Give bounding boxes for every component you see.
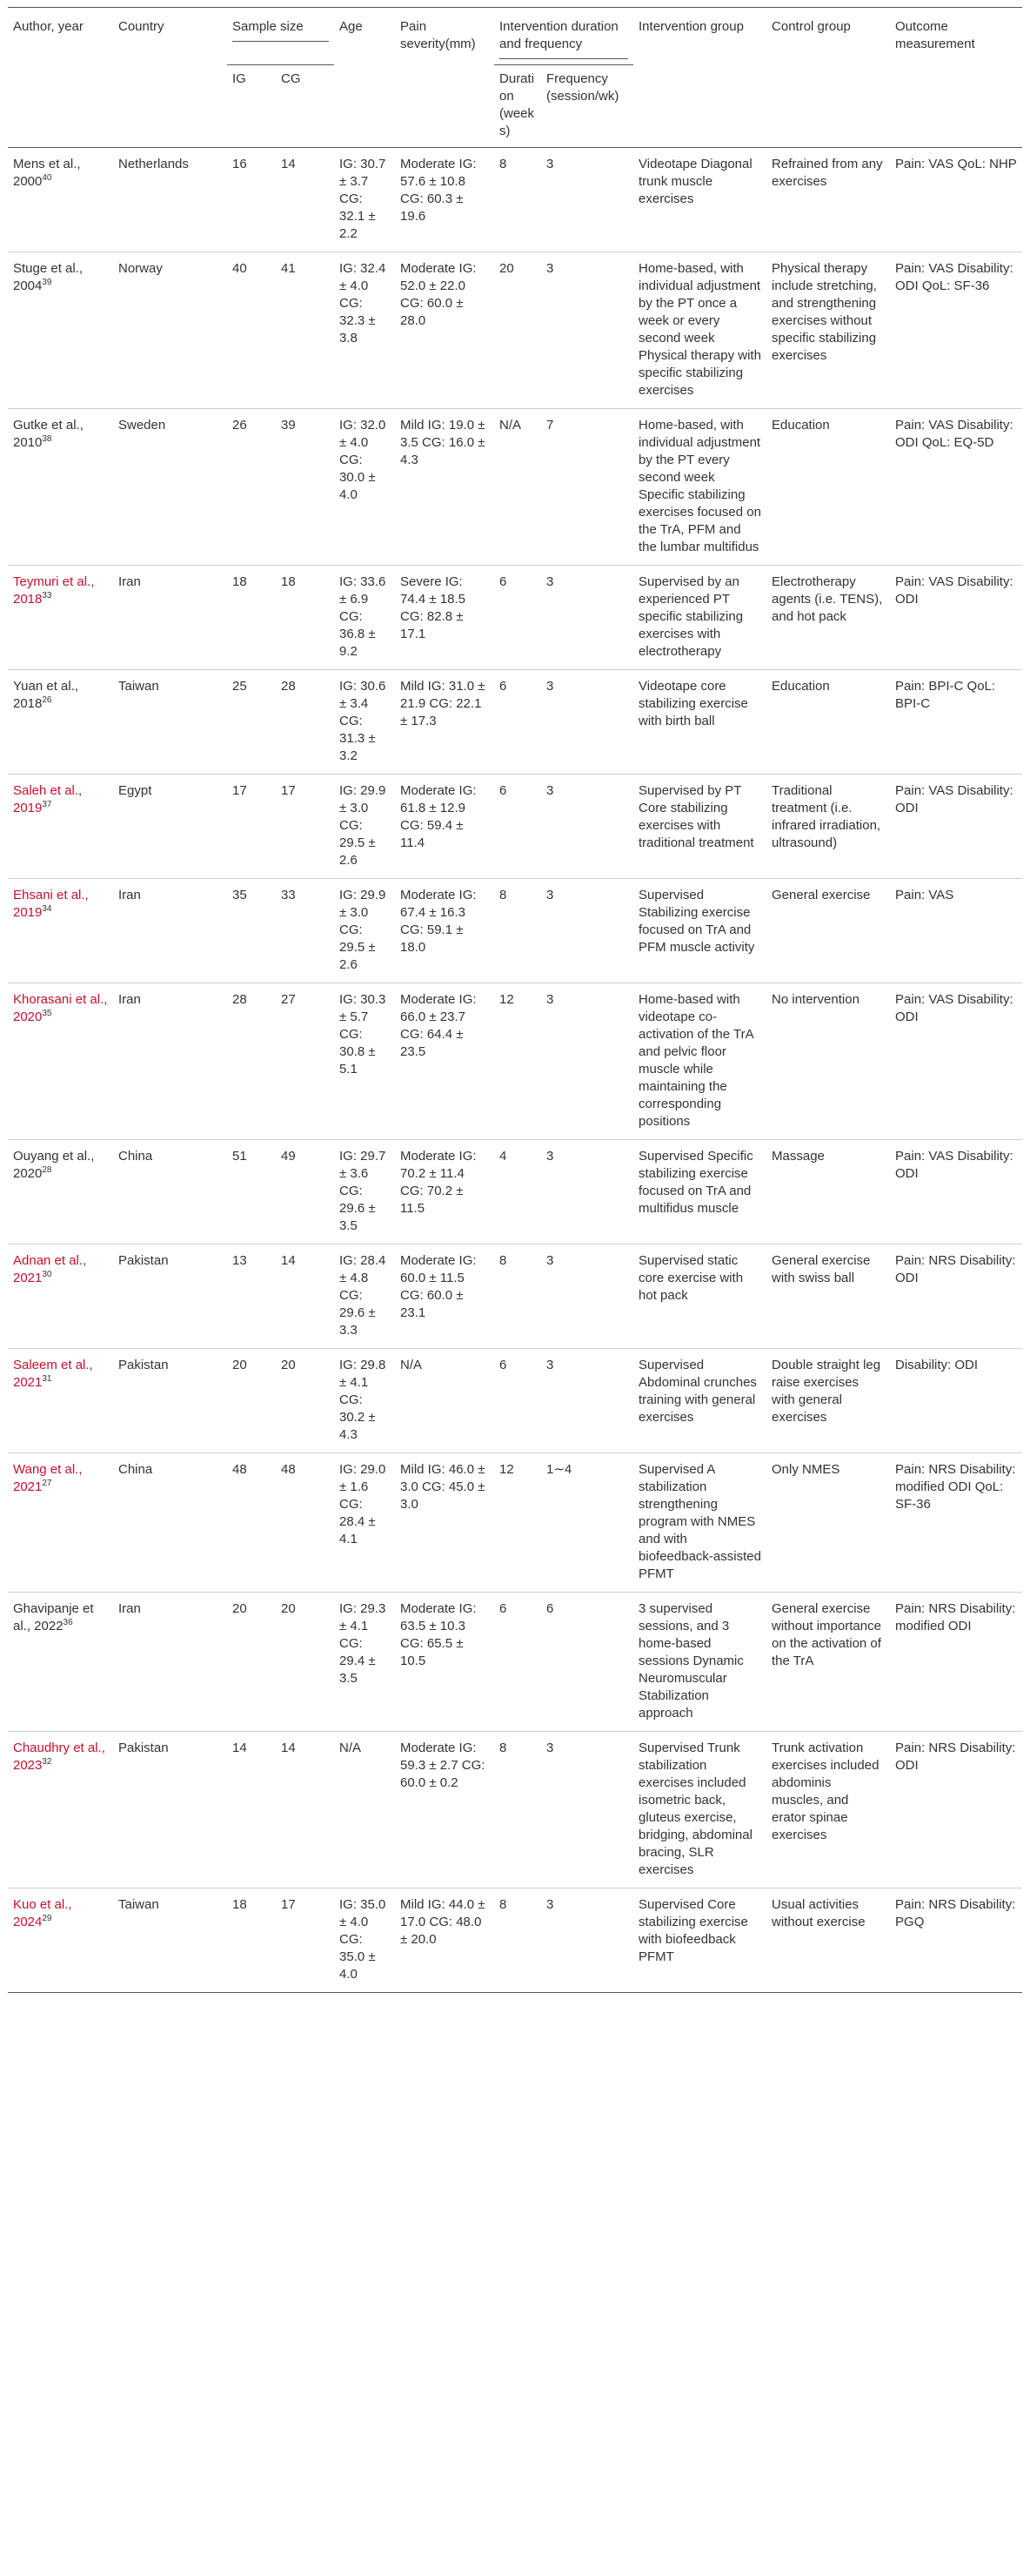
cell-intervention-group: Home-based with videotape co-activation of the TrA and pelvic floor muscle while maintaining the corresponding positions — [633, 983, 766, 1140]
header-pain: Pain severity(mm) — [395, 8, 494, 148]
cell-ig: 17 — [227, 775, 276, 879]
cell-outcome: Pain: NRS Disability: ODI — [890, 1244, 1022, 1349]
cell-frequency: 3 — [541, 775, 633, 879]
cell-author[interactable] — [8, 983, 113, 1140]
cell-intervention-group: Home-based, with individual adjustment by the PT once a week or every second week Physical therapy with specific stabilizing exercises — [633, 252, 766, 409]
table-row — [8, 1453, 1022, 1593]
cell-duration: 8 — [494, 879, 541, 983]
cell-control-group: General exercise with swiss ball — [766, 1244, 890, 1349]
author-link[interactable]: Ehsani et al., 2019 — [13, 888, 89, 920]
cell-duration: N/A — [494, 409, 541, 566]
cell-ig: 20 — [227, 1593, 276, 1732]
cell-cg: 14 — [276, 1244, 334, 1349]
cell-frequency: 3 — [541, 566, 633, 670]
cell-author — [8, 409, 113, 566]
cell-author — [8, 1593, 113, 1732]
cell-age: IG: 35.0 ± 4.0 CG: 35.0 ± 4.0 — [334, 1888, 395, 1993]
cell-country: China — [113, 1453, 227, 1593]
cell-cg: 28 — [276, 670, 334, 775]
cell-age: IG: 30.3 ± 5.7 CG: 30.8 ± 5.1 — [334, 983, 395, 1140]
reference-number: 26 — [42, 695, 52, 705]
cell-ig: 16 — [227, 148, 276, 252]
reference-number: 36 — [63, 1618, 73, 1627]
header-intervention-label: Intervention duration and frequency — [499, 18, 628, 59]
header-sample-size-label: Sample size — [232, 18, 329, 42]
cell-outcome: Pain: VAS Disability: ODI QoL: EQ-5D — [890, 409, 1022, 566]
cell-control-group: Usual activities without exercise — [766, 1888, 890, 1993]
cell-age: IG: 30.7 ± 3.7 CG: 32.1 ± 2.2 — [334, 148, 395, 252]
author-link[interactable]: Saleem et al., 2021 — [13, 1358, 93, 1390]
cell-outcome: Pain: VAS Disability: ODI — [890, 1140, 1022, 1244]
cell-country: Pakistan — [113, 1349, 227, 1453]
cell-pain: Mild IG: 44.0 ± 17.0 CG: 48.0 ± 20.0 — [395, 1888, 494, 1993]
cell-outcome: Pain: NRS Disability: modified ODI — [890, 1593, 1022, 1732]
author-text: Yuan et al., 2018 — [13, 679, 79, 711]
cell-outcome: Pain: VAS — [890, 879, 1022, 983]
cell-cg: 20 — [276, 1349, 334, 1453]
author-text: Stuge et al., 2004 — [13, 261, 84, 293]
cell-ig: 25 — [227, 670, 276, 775]
table-row — [8, 148, 1022, 252]
cell-outcome: Pain: VAS Disability: ODI — [890, 775, 1022, 879]
cell-duration: 6 — [494, 775, 541, 879]
cell-intervention-group: Supervised Core stabilizing exercise with biofeedback PFMT — [633, 1888, 766, 1993]
header-cg: CG — [276, 65, 334, 148]
reference-number: 32 — [42, 1757, 52, 1767]
cell-frequency: 6 — [541, 1593, 633, 1732]
cell-pain: Moderate IG: 63.5 ± 10.3 CG: 65.5 ± 10.5 — [395, 1593, 494, 1732]
table-row — [8, 775, 1022, 879]
cell-author — [8, 670, 113, 775]
cell-ig: 51 — [227, 1140, 276, 1244]
author-link[interactable]: Saleh et al., 2019 — [13, 783, 83, 815]
cell-ig: 48 — [227, 1453, 276, 1593]
cell-author[interactable] — [8, 566, 113, 670]
cell-ig: 18 — [227, 566, 276, 670]
cell-ig: 13 — [227, 1244, 276, 1349]
cell-outcome: Pain: BPI-C QoL: BPI-C — [890, 670, 1022, 775]
cell-country: Netherlands — [113, 148, 227, 252]
cell-pain: Mild IG: 19.0 ± 3.5 CG: 16.0 ± 4.3 — [395, 409, 494, 566]
cell-outcome: Pain: NRS Disability: ODI — [890, 1732, 1022, 1888]
table-row — [8, 879, 1022, 983]
table-row — [8, 252, 1022, 409]
cell-cg: 14 — [276, 148, 334, 252]
cell-duration: 12 — [494, 983, 541, 1140]
cell-age: IG: 29.8 ± 4.1 CG: 30.2 ± 4.3 — [334, 1349, 395, 1453]
cell-frequency: 1∼4 — [541, 1453, 633, 1593]
cell-control-group: Double straight leg raise exercises with general exercises — [766, 1349, 890, 1453]
header-author: Author, year — [8, 8, 113, 148]
cell-pain: Moderate IG: 66.0 ± 23.7 CG: 64.4 ± 23.5 — [395, 983, 494, 1140]
table-row — [8, 1140, 1022, 1244]
cell-duration: 8 — [494, 148, 541, 252]
cell-ig: 40 — [227, 252, 276, 409]
cell-cg: 27 — [276, 983, 334, 1140]
cell-country: Taiwan — [113, 670, 227, 775]
cell-intervention-group: Supervised static core exercise with hot pack — [633, 1244, 766, 1349]
author-text: Ghavipanje et al., 2022 — [13, 1601, 94, 1633]
cell-control-group: No intervention — [766, 983, 890, 1140]
cell-frequency: 3 — [541, 148, 633, 252]
reference-number: 31 — [42, 1374, 52, 1384]
author-link[interactable]: Chaudhry et al., 2023 — [13, 1741, 105, 1773]
reference-number: 38 — [42, 434, 52, 444]
cell-duration: 6 — [494, 566, 541, 670]
cell-duration: 4 — [494, 1140, 541, 1244]
cell-pain: Moderate IG: 67.4 ± 16.3 CG: 59.1 ± 18.0 — [395, 879, 494, 983]
cell-control-group: Traditional treatment (i.e. infrared irradiation, ultrasound) — [766, 775, 890, 879]
study-characteristics-table — [8, 7, 1022, 1993]
table-body — [8, 148, 1022, 1993]
cell-cg: 14 — [276, 1732, 334, 1888]
cell-intervention-group: Videotape core stabilizing exercise with birth ball — [633, 670, 766, 775]
cell-control-group: Education — [766, 409, 890, 566]
cell-cg: 48 — [276, 1453, 334, 1593]
cell-cg: 41 — [276, 252, 334, 409]
cell-cg: 20 — [276, 1593, 334, 1732]
cell-duration: 12 — [494, 1453, 541, 1593]
cell-country: Iran — [113, 1593, 227, 1732]
cell-frequency: 3 — [541, 1140, 633, 1244]
cell-country: Norway — [113, 252, 227, 409]
header-frequency: Frequency (session/wk) — [541, 65, 633, 148]
header-duration: Duration (weeks) — [494, 65, 541, 148]
reference-number: 33 — [42, 591, 52, 600]
cell-frequency: 3 — [541, 1732, 633, 1888]
cell-pain: Mild IG: 46.0 ± 3.0 CG: 45.0 ± 3.0 — [395, 1453, 494, 1593]
cell-duration: 6 — [494, 1349, 541, 1453]
cell-outcome: Pain: NRS Disability: modified ODI QoL: SF-36 — [890, 1453, 1022, 1593]
cell-duration: 8 — [494, 1244, 541, 1349]
cell-author[interactable] — [8, 1453, 113, 1593]
cell-frequency: 3 — [541, 983, 633, 1140]
table-row — [8, 670, 1022, 775]
cell-country: Pakistan — [113, 1244, 227, 1349]
reference-number: 34 — [42, 904, 52, 914]
cell-country: Taiwan — [113, 1888, 227, 1993]
table-row — [8, 566, 1022, 670]
cell-author — [8, 1140, 113, 1244]
cell-outcome: Pain: VAS Disability: ODI — [890, 566, 1022, 670]
cell-pain: Moderate IG: 59.3 ± 2.7 CG: 60.0 ± 0.2 — [395, 1732, 494, 1888]
cell-pain: Moderate IG: 61.8 ± 12.9 CG: 59.4 ± 11.4 — [395, 775, 494, 879]
cell-frequency: 3 — [541, 1244, 633, 1349]
cell-duration: 8 — [494, 1732, 541, 1888]
cell-frequency: 3 — [541, 670, 633, 775]
cell-duration: 20 — [494, 252, 541, 409]
header-intervention-group: Intervention group — [633, 8, 766, 148]
cell-cg: 49 — [276, 1140, 334, 1244]
cell-outcome: Pain: NRS Disability: PGQ — [890, 1888, 1022, 1993]
cell-age: IG: 33.6 ± 6.9 CG: 36.8 ± 9.2 — [334, 566, 395, 670]
cell-country: Iran — [113, 879, 227, 983]
cell-age: IG: 29.9 ± 3.0 CG: 29.5 ± 2.6 — [334, 879, 395, 983]
cell-control-group: General exercise — [766, 879, 890, 983]
cell-ig: 35 — [227, 879, 276, 983]
author-text: Gutke et al., 2010 — [13, 418, 84, 450]
cell-frequency: 3 — [541, 1888, 633, 1993]
cell-age: IG: 32.0 ± 4.0 CG: 30.0 ± 4.0 — [334, 409, 395, 566]
cell-cg: 17 — [276, 775, 334, 879]
cell-control-group: Refrained from any exercises — [766, 148, 890, 252]
author-text: Ouyang et al., 2020 — [13, 1149, 95, 1181]
cell-intervention-group: 3 supervised sessions, and 3 home-based sessions Dynamic Neuromuscular Stabilization approach — [633, 1593, 766, 1732]
table-row — [8, 983, 1022, 1140]
cell-control-group: Trunk activation exercises included abdominis muscles, and erator spinae exercises — [766, 1732, 890, 1888]
header-ig: IG — [227, 65, 276, 148]
cell-country: Egypt — [113, 775, 227, 879]
cell-control-group: Only NMES — [766, 1453, 890, 1593]
cell-author — [8, 252, 113, 409]
reference-number: 30 — [42, 1270, 52, 1279]
header-outcome: Outcome measurement — [890, 8, 1022, 148]
cell-control-group: General exercise without importance on the activation of the TrA — [766, 1593, 890, 1732]
cell-country: Sweden — [113, 409, 227, 566]
cell-age: IG: 29.0 ± 1.6 CG: 28.4 ± 4.1 — [334, 1453, 395, 1593]
cell-outcome: Disability: ODI — [890, 1349, 1022, 1453]
cell-control-group: Physical therapy include stretching, and strengthening exercises without specific stabilizing exercises — [766, 252, 890, 409]
cell-intervention-group: Supervised by an experienced PT specific stabilizing exercises with electrotherapy — [633, 566, 766, 670]
reference-number: 28 — [42, 1165, 52, 1175]
author-link[interactable]: Teymuri et al., 2018 — [13, 574, 95, 607]
cell-author[interactable] — [8, 775, 113, 879]
cell-intervention-group: Supervised Stabilizing exercise focused on TrA and PFM muscle activity — [633, 879, 766, 983]
cell-control-group: Massage — [766, 1140, 890, 1244]
reference-number: 40 — [42, 173, 52, 183]
cell-intervention-group: Videotape Diagonal trunk muscle exercises — [633, 148, 766, 252]
cell-ig: 18 — [227, 1888, 276, 1993]
cell-ig: 20 — [227, 1349, 276, 1453]
cell-intervention-group: Supervised by PT Core stabilizing exercises with traditional treatment — [633, 775, 766, 879]
header-control-group: Control group — [766, 8, 890, 148]
cell-pain: Moderate IG: 60.0 ± 11.5 CG: 60.0 ± 23.1 — [395, 1244, 494, 1349]
cell-intervention-group: Supervised A stabilization strengthening program with NMES and with biofeedback-assisted PFMT — [633, 1453, 766, 1593]
cell-outcome: Pain: VAS Disability: ODI — [890, 983, 1022, 1140]
cell-ig: 28 — [227, 983, 276, 1140]
cell-age: IG: 29.3 ± 4.1 CG: 29.4 ± 3.5 — [334, 1593, 395, 1732]
cell-country: Pakistan — [113, 1732, 227, 1888]
reference-number: 37 — [42, 800, 52, 809]
table-row — [8, 1888, 1022, 1993]
cell-age: IG: 29.9 ± 3.0 CG: 29.5 ± 2.6 — [334, 775, 395, 879]
table-row — [8, 1349, 1022, 1453]
cell-duration: 6 — [494, 1593, 541, 1732]
cell-outcome: Pain: VAS Disability: ODI QoL: SF-36 — [890, 252, 1022, 409]
cell-frequency: 3 — [541, 879, 633, 983]
cell-duration: 8 — [494, 1888, 541, 1993]
table-row — [8, 409, 1022, 566]
cell-country: Iran — [113, 566, 227, 670]
header-intervention — [494, 8, 633, 65]
cell-cg: 17 — [276, 1888, 334, 1993]
cell-control-group: Electrotherapy agents (i.e. TENS), and hot pack — [766, 566, 890, 670]
table-row — [8, 1593, 1022, 1732]
cell-frequency: 7 — [541, 409, 633, 566]
cell-duration: 6 — [494, 670, 541, 775]
cell-intervention-group: Supervised Trunk stabilization exercises included isometric back, gluteus exercise, bridging, abdominal bracing, SLR exercises — [633, 1732, 766, 1888]
cell-author[interactable] — [8, 1888, 113, 1993]
cell-age: IG: 29.7 ± 3.6 CG: 29.6 ± 3.5 — [334, 1140, 395, 1244]
cell-country: Iran — [113, 983, 227, 1140]
cell-pain: Moderate IG: 52.0 ± 22.0 CG: 60.0 ± 28.0 — [395, 252, 494, 409]
cell-ig: 26 — [227, 409, 276, 566]
table-row — [8, 1732, 1022, 1888]
reference-number: 29 — [42, 1914, 52, 1923]
author-link[interactable]: Khorasani et al., 2020 — [13, 992, 108, 1024]
author-link[interactable]: Kuo et al., 2024 — [13, 1897, 72, 1929]
cell-frequency: 3 — [541, 1349, 633, 1453]
author-text: Mens et al., 2000 — [13, 157, 81, 189]
table-header — [8, 8, 1022, 148]
header-age: Age — [334, 8, 395, 148]
cell-intervention-group: Home-based, with individual adjustment by the PT every second week Specific stabilizing exercises focused on the TrA, PFM and the lumbar multifidus — [633, 409, 766, 566]
cell-intervention-group: Supervised Specific stabilizing exercise focused on TrA and multifidus muscle — [633, 1140, 766, 1244]
cell-pain: Severe IG: 74.4 ± 18.5 CG: 82.8 ± 17.1 — [395, 566, 494, 670]
cell-age: IG: 30.6 ± 3.4 CG: 31.3 ± 3.2 — [334, 670, 395, 775]
cell-age: IG: 28.4 ± 4.8 CG: 29.6 ± 3.3 — [334, 1244, 395, 1349]
cell-pain: Mild IG: 31.0 ± 21.9 CG: 22.1 ± 17.3 — [395, 670, 494, 775]
cell-pain: Moderate IG: 70.2 ± 11.4 CG: 70.2 ± 11.5 — [395, 1140, 494, 1244]
cell-ig: 14 — [227, 1732, 276, 1888]
cell-author — [8, 148, 113, 252]
cell-cg: 18 — [276, 566, 334, 670]
reference-number: 27 — [42, 1479, 52, 1488]
cell-frequency: 3 — [541, 252, 633, 409]
table-row — [8, 1244, 1022, 1349]
header-sample-size — [227, 8, 334, 65]
cell-cg: 39 — [276, 409, 334, 566]
reference-number: 39 — [42, 278, 52, 287]
cell-age: IG: 32.4 ± 4.0 CG: 32.3 ± 3.8 — [334, 252, 395, 409]
cell-author[interactable] — [8, 1349, 113, 1453]
cell-cg: 33 — [276, 879, 334, 983]
cell-pain: N/A — [395, 1349, 494, 1453]
cell-pain: Moderate IG: 57.6 ± 10.8 CG: 60.3 ± 19.6 — [395, 148, 494, 252]
cell-control-group: Education — [766, 670, 890, 775]
cell-author[interactable] — [8, 1732, 113, 1888]
cell-author[interactable] — [8, 879, 113, 983]
author-link[interactable]: Wang et al., 2021 — [13, 1462, 83, 1494]
cell-outcome: Pain: VAS QoL: NHP — [890, 148, 1022, 252]
author-link[interactable]: Adnan et al., 2021 — [13, 1253, 87, 1285]
cell-author[interactable] — [8, 1244, 113, 1349]
cell-age: N/A — [334, 1732, 395, 1888]
cell-intervention-group: Supervised Abdominal crunches training with general exercises — [633, 1349, 766, 1453]
cell-country: China — [113, 1140, 227, 1244]
header-country: Country — [113, 8, 227, 148]
reference-number: 35 — [42, 1009, 52, 1018]
